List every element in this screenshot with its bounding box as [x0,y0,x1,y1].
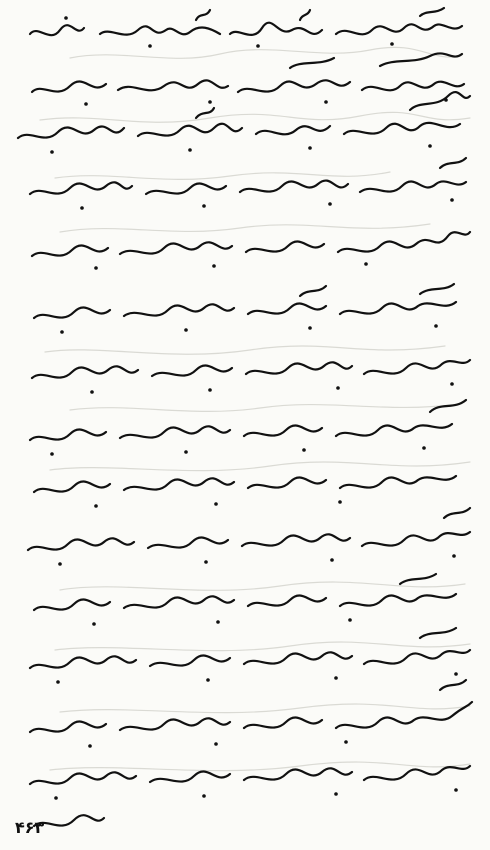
manuscript-line-9 [34,476,456,492]
manuscript-line-10 [28,508,470,550]
manuscript-line-11 [34,574,456,610]
manuscript-line-7 [32,360,470,378]
manuscript-line-3 [18,92,470,138]
manuscript-line-14 [30,766,470,784]
manuscript-line-13 [30,680,472,732]
manuscript-line-2 [32,53,464,92]
manuscript-line-1 [30,8,462,35]
manuscript-line-15 [34,815,104,826]
page-number: ۴۶۳ [15,818,45,837]
manuscript-line-8 [30,400,466,440]
manuscript-line-5 [32,232,470,256]
handwriting-strokes [18,8,472,826]
manuscript-line-6 [34,284,456,318]
